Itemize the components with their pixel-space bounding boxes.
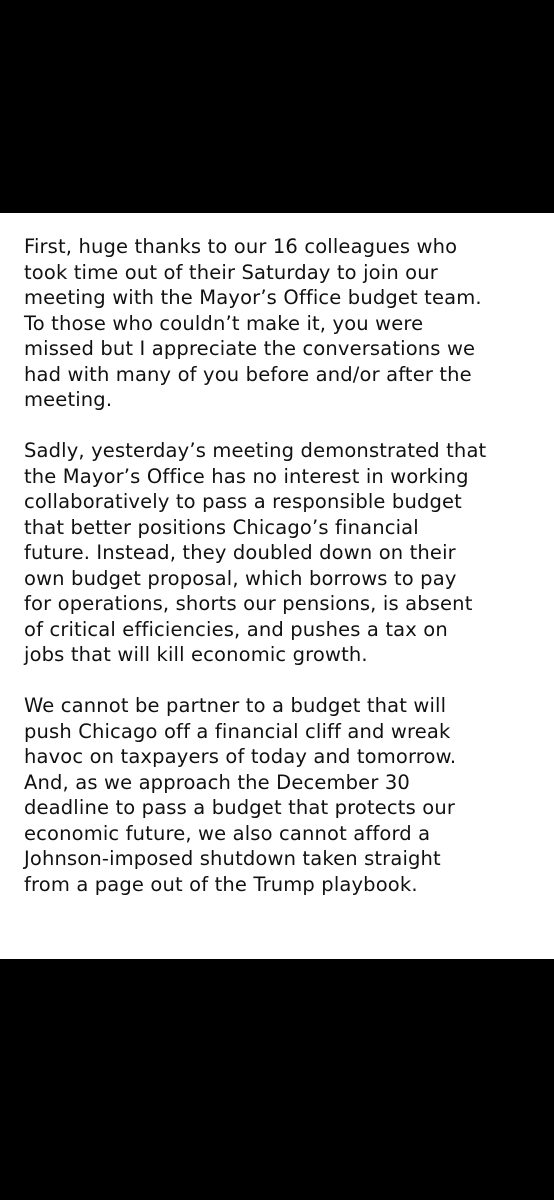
bottom-black-area: [0, 959, 554, 1200]
top-black-area: [0, 0, 554, 213]
paragraph-meeting-outcome: Sadly, yesterday’s meeting demonstrated that the Mayor’s Office has no interest in working collaboratively to pass a responsible budget that better positions Chicago’s financial future. Instead, they doubled down on their own budget proposal, which borrows to pay for operations, shorts our pensions, is absent of critical efficiencies, and pushes a tax on jobs that will kill economic growth.: [24, 439, 487, 666]
paragraph-budget-position: We cannot be partner to a budget that will push Chicago off a financial cliff and wreak havoc on taxpayers of today and tomorrow. And, as we approach the December 30 deadline to pass a budget that protects our economic future, we also cannot afford a Johnson-imposed shutdown taken straight from a page out of the Trump playbook.: [24, 694, 457, 896]
statement-text-panel: [0, 213, 554, 959]
paragraph-thanks: First, huge thanks to our 16 colleagues who took time out of their Saturday to join our meeting with the Mayor’s Office budget team. To those who couldn’t make it, you were missed but I appreciate the conversations we had with many of you before and/or after the meeting.: [24, 235, 482, 411]
